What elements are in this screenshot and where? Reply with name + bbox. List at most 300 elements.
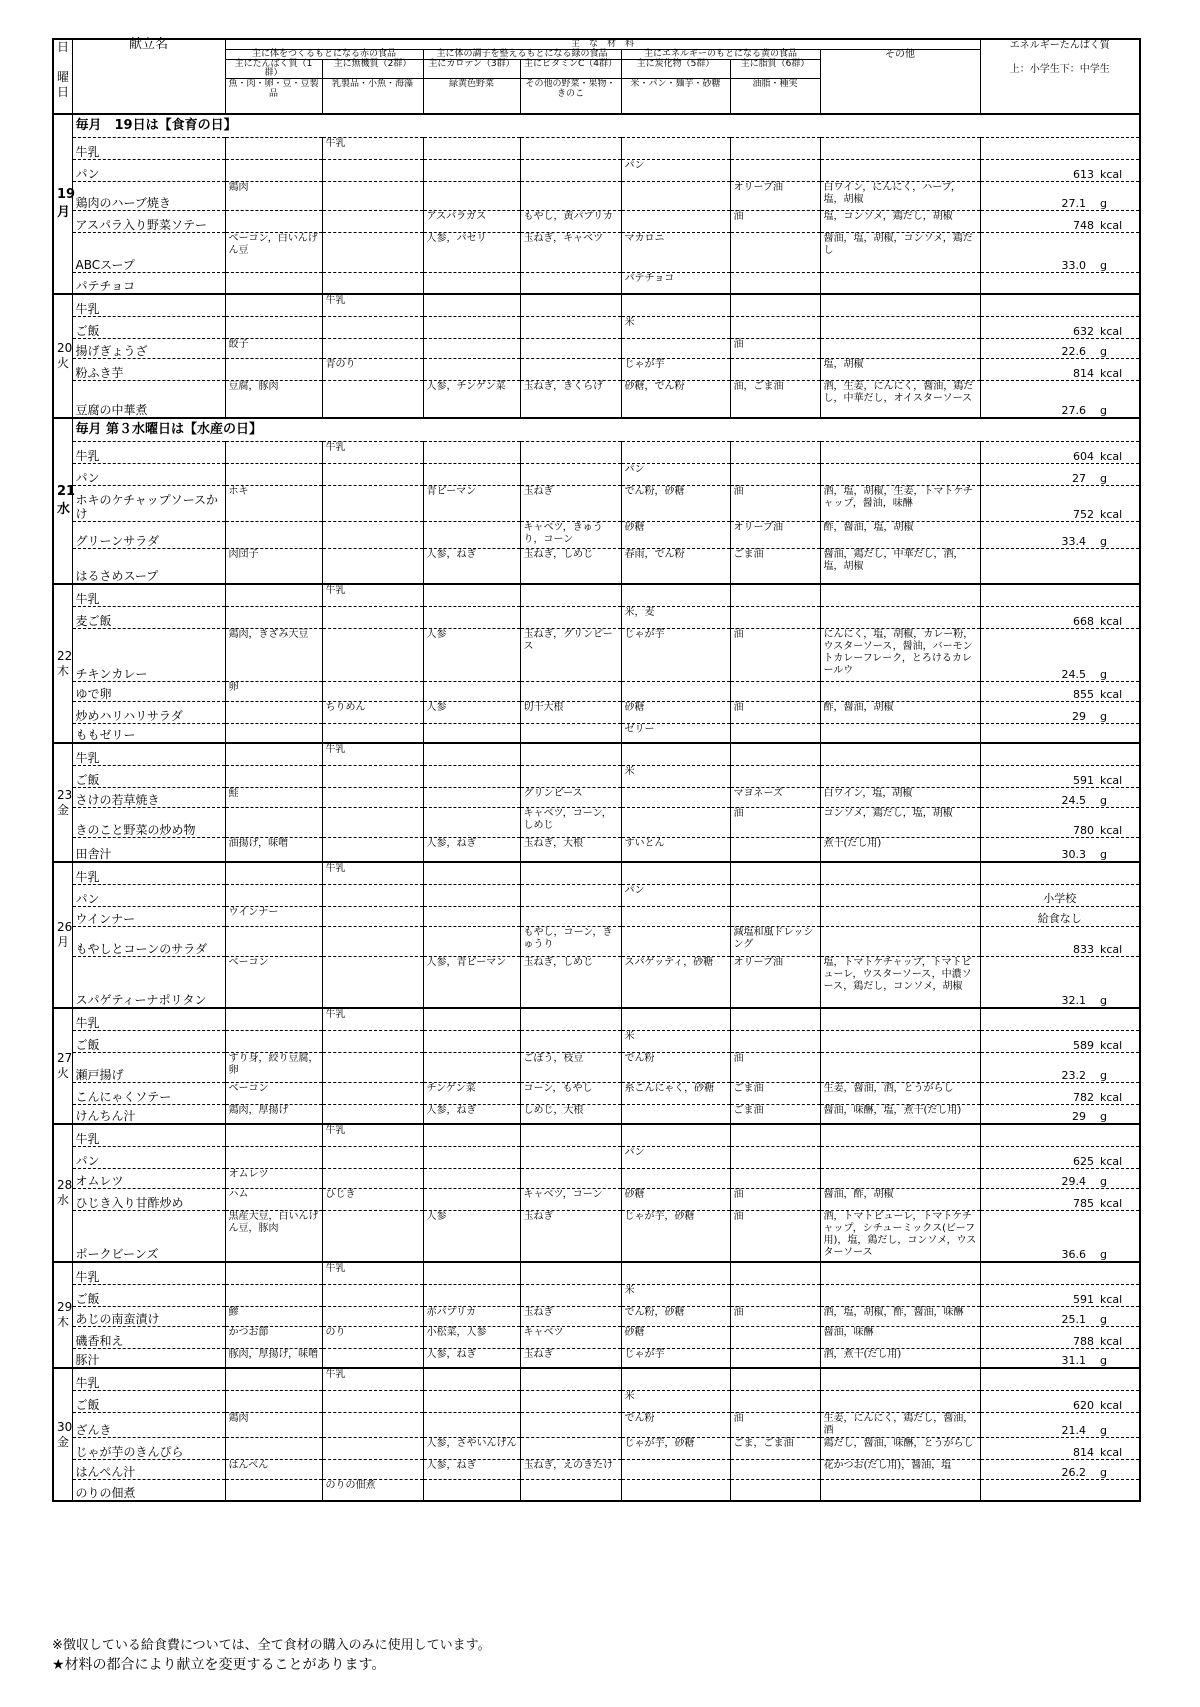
other-header: その他 [820,50,980,115]
energy-cell [980,1104,1140,1124]
dish-row [53,956,1140,1008]
ingredient-cell [520,584,621,606]
weekday: 火 [57,1066,70,1080]
weekday: 木 [57,663,70,678]
ingredient-cell [621,1008,730,1030]
ingredient-cell [730,906,820,926]
lunch-menu-table [52,38,1141,1502]
energy-cell [980,884,1140,906]
ingredient-cell: 鶏肉 [225,1412,322,1437]
dish-row [53,1390,1140,1412]
dish-name: 牛乳 [72,1368,225,1390]
ingredient-cell [225,1262,322,1284]
dish-name: けんちん汁 [72,1104,225,1124]
dish-name: 炒めハリハリサラダ [72,701,225,723]
energy-value: 23.2 [1061,1068,1087,1082]
ingredient-cell [520,681,621,701]
energy-cell [980,956,1140,1008]
ingredient-cell [730,463,820,485]
ingredient-cell: 米 [621,316,730,338]
ingredient-cell: 油 [730,1052,820,1082]
ingredient-cell [322,521,423,548]
energy-cell [980,837,1140,862]
energy-cell [980,294,1140,316]
ingredient-cell: 鶏だし，醤油，味醂，とうがらし [820,1437,980,1459]
ingredient-cell [423,358,520,380]
ingredient-cell: パン [621,884,730,906]
ingredient-cell: 油揚げ，味噌 [225,837,322,862]
dish-name: 粉ふき芋 [72,358,225,380]
ingredient-cell: 油，ごま油 [730,380,820,418]
ingredient-cell: 人参，青ピーマン [423,956,520,1008]
energy-unit: kcal [1100,1445,1123,1459]
ingredient-cell: 米 [621,765,730,787]
energy-title: エネルギーたんぱく質 [1009,40,1110,51]
ingredient-cell: 玉ねぎ，きくらげ [520,380,621,418]
ingredient-cell [730,1390,820,1412]
ingredient-cell [730,743,820,765]
energy-cell [980,743,1140,765]
energy-value: 29 [1072,1110,1087,1123]
dish-name: アスパラ入り野菜ソテー [72,210,225,232]
dish-row [53,1437,1140,1459]
ingredient-cell: 酒，煮干(だし用) [820,1348,980,1368]
day-number: 30 [57,1419,73,1434]
ingredient-cell [423,1479,520,1501]
dish-name: 鶏肉のハーブ焼き [72,181,225,210]
footer-note-fee: ※徴収している給食費については、全て食材の購入のみに使用しています。 [52,1638,491,1653]
dish-row [53,884,1140,906]
weekday-header: 曜日 [57,70,70,99]
dish-name: パテチョコ [72,272,225,294]
dish-row [53,316,1140,338]
ingredient-cell [730,884,820,906]
energy-value: 29 [1072,709,1087,723]
table-header [53,39,1140,114]
ingredient-cell: 砂糖 [621,1326,730,1348]
col2-header: 乳製品・小魚・海藻 [322,79,423,115]
ingredient-cell [225,743,322,765]
ingredient-cell [423,441,520,463]
dish-name: ざんき [72,1412,225,1437]
energy-value: 855 [1073,687,1095,701]
energy-cell [980,548,1140,584]
dish-name: あじの南蛮漬け [72,1306,225,1326]
ingredient-cell: じゃが芋，砂糖 [621,1437,730,1459]
ingredient-cell: 油 [730,701,820,723]
energy-value: 780 [1073,823,1095,837]
ingredient-cell [322,463,423,485]
menu-name-header: 献立名 [72,39,225,114]
energy-cell [980,701,1140,723]
ingredient-cell [520,1368,621,1390]
ingredient-cell: ウインナー [225,906,322,926]
dish-name: 牛乳 [72,1124,225,1146]
ingredient-cell: ハム [225,1188,322,1210]
ingredient-cell: コーン，もやし [520,1082,621,1104]
ingredient-cell [322,272,423,294]
energy-cell [980,1210,1140,1262]
dish-name: こんにゃくソテー [72,1082,225,1104]
ingredient-cell [322,485,423,521]
dish-row [53,1082,1140,1104]
ingredient-cell [322,1437,423,1459]
ingredient-cell: 青ピーマン [423,485,520,521]
ingredient-cell [322,956,423,1008]
energy-unit: g [1100,1312,1107,1326]
dish-name: 豚汁 [72,1348,225,1368]
ingredient-cell [423,521,520,548]
dish-name: きのこと野菜の炒め物 [72,807,225,837]
energy-unit: g [1100,1465,1107,1479]
day-number: 23 [57,787,73,802]
ingredient-cell: 人参 [423,628,520,681]
weekday: 木 [57,1315,70,1329]
ingredient-cell [225,884,322,906]
dish-name: パン [72,463,225,485]
energy-value: 589 [1073,1038,1095,1052]
ingredient-cell: キャベツ，コーン，しめじ [520,807,621,837]
ingredient-cell: 春雨，でん粉 [621,548,730,584]
ingredient-cell: ちりめん [322,701,423,723]
energy-unit: kcal [1100,1398,1123,1412]
dish-name: ご飯 [72,1284,225,1306]
ingredient-cell [621,1368,730,1390]
ingredient-cell: 塩，トマトケチャップ，トマトピューレ，ウスターソース，中濃ソース，鶏だし，コンソメ，胡椒 [820,956,980,1008]
ingredient-cell [225,272,322,294]
dish-name: のりの佃煮 [72,1479,225,1501]
dish-name: 田舎汁 [72,837,225,862]
ingredient-cell [423,159,520,181]
ingredient-cell: じゃが芋 [621,358,730,380]
ingredient-cell [423,272,520,294]
dish-name: 牛乳 [72,862,225,884]
ingredient-cell [225,137,322,159]
ingredient-cell: 花かつお(だし用)，醤油，塩 [820,1459,980,1479]
dish-row [53,338,1140,358]
ingredient-cell [423,807,520,837]
ingredient-cell [322,210,423,232]
ingredient-cell [322,1052,423,1082]
ingredient-cell: 豆腐，豚肉 [225,380,322,418]
energy-unit: kcal [1100,449,1123,463]
ingredient-cell [225,862,322,884]
ingredient-cell: 玉ねぎ [520,485,621,521]
ingredient-cell [225,463,322,485]
dish-row [53,807,1140,837]
ingredient-cell: 酢，醤油，塩，胡椒 [820,521,980,548]
group6-header: 主に脂質（6群） [730,60,820,79]
ingredient-cell: かつお節 [225,1326,322,1348]
dish-name: 揚げぎょうざ [72,338,225,358]
ingredient-cell: 黒産大豆，白いんげん豆，豚肉 [225,1210,322,1262]
dish-row [53,159,1140,181]
ingredient-cell [820,1168,980,1188]
ingredient-cell [322,181,423,210]
ingredient-cell: 油 [730,485,820,521]
ingredient-cell: 醤油，酢，胡椒 [820,1188,980,1210]
ingredient-cell: 醤油，味醂，塩，煮干(だし用) [820,1104,980,1124]
dish-name: ご飯 [72,1390,225,1412]
ingredient-cell [225,1368,322,1390]
energy-unit: kcal [1100,1334,1123,1348]
ingredient-cell [520,316,621,338]
ingredient-cell [322,1146,423,1168]
ingredient-cell [730,681,820,701]
ingredient-cell [225,316,322,338]
energy-unit: g [1100,344,1107,358]
day-cell [53,418,76,584]
ingredient-cell [423,1146,520,1168]
ingredient-cell: マヨネーズ [730,787,820,807]
ingredient-cell [820,338,980,358]
ingredient-cell: ゼリー [621,723,730,743]
ingredient-cell [730,1459,820,1479]
dish-row [53,1030,1140,1052]
ingredient-cell [322,628,423,681]
energy-value: 36.6 [1061,1248,1087,1261]
ingredient-cell: 鶏肉 [225,181,322,210]
energy-unit: g [1100,994,1107,1007]
dish-row [53,701,1140,723]
energy-value: 33.0 [1061,258,1087,272]
ingredient-cell: 人参，ねぎ [423,548,520,584]
ingredient-cell: 牛乳 [322,743,423,765]
day-number: 28 [57,1178,73,1192]
ingredient-cell: 白ワイン，塩，胡椒 [820,787,980,807]
ingredient-cell [820,884,980,906]
energy-cell [980,1284,1140,1306]
energy-cell [980,723,1140,743]
dish-row [53,272,1140,294]
energy-unit: g [1100,471,1107,485]
energy-cell [980,606,1140,628]
ingredient-cell: 玉ねぎ，えのきたけ [520,1459,621,1479]
weekday: 火 [57,356,70,370]
ingredient-cell [621,181,730,210]
energy-unit: kcal [1100,218,1123,232]
ingredient-cell [520,1168,621,1188]
dish-name: ご飯 [72,316,225,338]
ingredient-cell [423,1030,520,1052]
energy-unit: kcal [1100,1038,1123,1052]
day-cell [53,1262,72,1368]
ingredient-cell [621,862,730,884]
day-cell [53,1124,72,1262]
ingredient-cell: でん粉 [621,1412,730,1437]
ingredient-cell [520,1146,621,1168]
ingredient-cell: 油 [730,1210,820,1262]
ingredient-cell [520,181,621,210]
ingredient-cell [322,232,423,272]
dish-row [53,1008,1140,1030]
ingredient-cell [820,272,980,294]
dish-name: ホキのケチャップソースかけ [72,485,225,521]
ingredient-cell [820,1146,980,1168]
dish-row [53,210,1140,232]
energy-cell [980,1412,1140,1437]
day-cell [53,862,72,1008]
ingredient-cell [423,137,520,159]
dish-name: 牛乳 [72,137,225,159]
weekday: 金 [57,1434,70,1449]
ingredient-cell [225,723,322,743]
ingredient-cell [820,584,980,606]
ingredient-cell: 牛乳 [322,1124,423,1146]
ingredient-cell [621,441,730,463]
energy-cell [980,1030,1140,1052]
ingredient-cell [225,159,322,181]
energy-unit: g [1100,1110,1107,1123]
dish-row [53,606,1140,628]
energy-value: 22.6 [1061,344,1087,358]
ingredient-cell: 鯵 [225,1306,322,1326]
day-cell [53,114,76,294]
energy-note: 上：小学生下：中学生 [1009,64,1110,75]
dish-row [53,1326,1140,1348]
energy-cell [980,316,1140,338]
ingredient-cell: 人参 [423,1210,520,1262]
energy-value: 24.5 [1061,667,1087,681]
energy-value: 604 [1073,449,1095,463]
ingredient-cell: 玉ねぎ，大根 [520,837,621,862]
ingredient-cell [730,441,820,463]
ingredient-cell: ベーコン [225,1082,322,1104]
energy-cell [980,1082,1140,1104]
ingredient-cell: 小松菜，人参 [423,1326,520,1348]
ingredient-cell [730,1124,820,1146]
ingredient-cell: 鮭 [225,787,322,807]
ingredient-cell [621,787,730,807]
group-green-header: 主に体の調子を整えるもとになる緑の食品 [423,50,621,60]
ingredient-cell [322,316,423,338]
ingredient-cell: 人参，チンゲン菜 [423,380,520,418]
day-cell [53,1008,72,1124]
ingredient-cell [520,765,621,787]
col4-header: その他の野菜・果物・きのこ [520,79,621,115]
dish-name: はんぺん汁 [72,1459,225,1479]
ingredient-cell [621,906,730,926]
dish-name: ひじき入り甘酢炒め [72,1188,225,1210]
ingredient-cell: 餃子 [225,338,322,358]
ingredient-cell [820,1124,980,1146]
dish-row [53,1210,1140,1262]
ingredient-cell [225,441,322,463]
dish-row [53,837,1140,862]
banner-row [53,418,1140,441]
dish-name: 牛乳 [72,743,225,765]
energy-cell [980,1146,1140,1168]
dish-row [53,1262,1140,1284]
ingredient-cell: 牛乳 [322,1368,423,1390]
energy-unit: kcal [1100,1292,1123,1306]
energy-unit: g [1100,258,1107,272]
ingredient-cell [423,723,520,743]
ingredient-cell: 砂糖 [621,521,730,548]
ingredient-cell: キャベツ [520,1326,621,1348]
group-yellow-header: 主にエネルギーのもとになる黄の食品 [621,50,820,60]
ingredient-cell: 油 [730,628,820,681]
energy-cell [980,380,1140,418]
ingredient-cell: 人参 [423,701,520,723]
dish-name: パン [72,1146,225,1168]
energy-header [980,39,1140,114]
ingredient-cell [322,159,423,181]
dish-name: ご飯 [72,1030,225,1052]
weekday: 水 [57,502,71,517]
ingredient-cell [225,1284,322,1306]
ingredient-cell: 卵 [225,681,322,701]
ingredient-cell: でん粉，砂糖 [621,485,730,521]
energy-value: 788 [1073,1334,1095,1348]
ingredient-cell [322,548,423,584]
ingredient-cell [423,1262,520,1284]
energy-unit: g [1100,404,1107,417]
ingredient-cell [520,1262,621,1284]
energy-cell [980,159,1140,181]
ingredient-cell [520,1479,621,1501]
energy-cell [980,1390,1140,1412]
ingredient-cell [322,1412,423,1437]
weekday: 月 [57,935,70,949]
energy-unit: kcal [1100,324,1123,338]
dish-name: もやしとコーンのサラダ [72,926,225,956]
energy-cell [980,926,1140,956]
ingredient-cell: 砂糖，でん粉 [621,380,730,418]
energy-cell [980,272,1140,294]
col5-header: 米・パン・麺芋・砂糖 [621,79,730,115]
ingredient-cell [322,765,423,787]
day-cell [53,743,72,862]
ingredient-cell [820,606,980,628]
ingredient-cell [225,701,322,723]
dish-name: 牛乳 [72,1262,225,1284]
energy-cell [980,441,1140,463]
ingredient-cell [423,926,520,956]
dish-row [53,358,1140,380]
ingredient-cell: グリンピース [520,787,621,807]
ingredient-cell [621,743,730,765]
day-header: 日 [57,40,70,54]
energy-value: 26.2 [1061,1465,1087,1479]
ingredient-cell: 油 [730,1412,820,1437]
dish-name: ウインナー [72,906,225,926]
ingredient-cell: しめじ，大根 [520,1104,621,1124]
ingredient-cell: 玉ねぎ [520,1348,621,1368]
ingredient-cell [520,358,621,380]
ingredient-cell: 酒，塩，胡椒，酢，醤油，味醂 [820,1306,980,1326]
energy-value: 625 [1073,1154,1095,1168]
dish-name: ご飯 [72,765,225,787]
dish-row [53,862,1140,884]
energy-unit: kcal [1100,167,1123,181]
ingredient-cell [225,1030,322,1052]
dish-row [53,1188,1140,1210]
energy-value: 32.1 [1061,994,1087,1007]
energy-cell [980,628,1140,681]
dish-row [53,1146,1140,1168]
dish-row [53,1124,1140,1146]
ingredient-cell [225,584,322,606]
ingredient-cell [322,807,423,837]
ingredient-cell: 人参，ねぎ [423,1104,520,1124]
weekday: 金 [57,802,70,817]
dish-name: チキンカレー [72,628,225,681]
energy-value: 31.1 [1061,1354,1087,1367]
day-number: 27 [57,1051,73,1065]
ingredient-cell: 糸こんにゃく，砂糖 [621,1082,730,1104]
ingredient-cell [423,884,520,906]
